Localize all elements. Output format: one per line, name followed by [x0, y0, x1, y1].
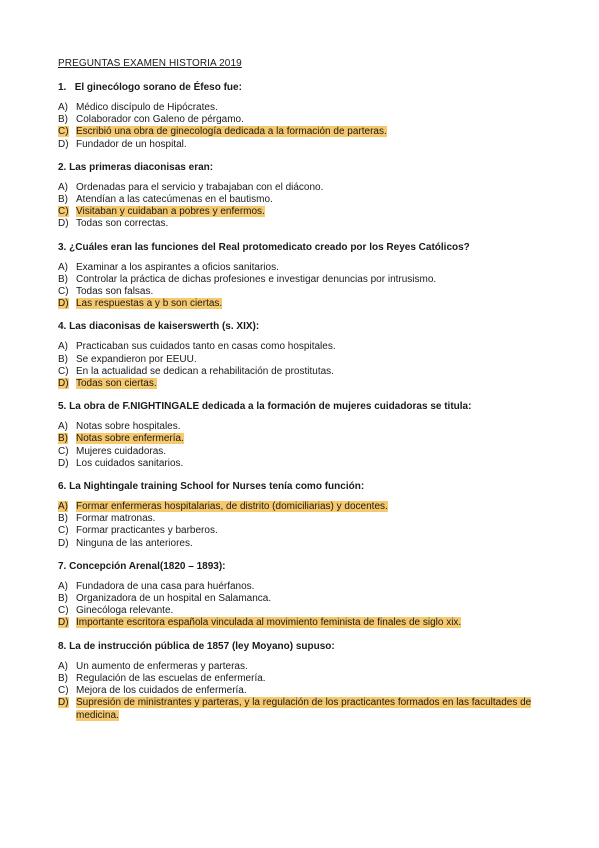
answer-letter	[58, 341, 76, 353]
answer-letter-text: A)	[58, 181, 68, 193]
answer-letter-text: C)	[58, 365, 69, 377]
answer-text-content: Formar practicantes y barberos.	[76, 525, 218, 537]
answer-text	[76, 354, 558, 366]
question-number: 5.	[58, 401, 67, 413]
question-text	[58, 481, 558, 492]
answer-text	[76, 298, 558, 310]
answer-text-content: Un aumento de enfermeras y parteras.	[76, 660, 248, 672]
answer-option	[58, 446, 558, 458]
answer-letter-text: B)	[58, 433, 68, 445]
question-label: Concepción Arenal(1820 – 1893):	[69, 560, 226, 572]
question-number: 3.	[58, 241, 67, 253]
answer-letter-text: A)	[58, 341, 68, 353]
answer-option	[58, 366, 558, 378]
answer-option-highlighted	[58, 206, 558, 218]
answer-letter	[58, 139, 76, 151]
answer-text-content: Fundador de un hospital.	[76, 138, 187, 150]
question-label: Las diaconisas de kaiserswerth (s. XIX):	[69, 321, 260, 333]
answer-letter	[58, 617, 76, 629]
answer-list	[58, 581, 558, 630]
answer-text-content: Mujeres cuidadoras.	[76, 445, 167, 457]
answer-letter-text: B)	[58, 273, 68, 285]
answer-text-content: Las respuestas a y b son ciertas.	[76, 298, 223, 310]
answer-option	[58, 194, 558, 206]
answer-list	[58, 182, 558, 231]
answer-letter	[58, 593, 76, 605]
question-8	[58, 641, 558, 722]
answer-list	[58, 262, 558, 311]
answer-text-content: Escribió una obra de ginecología dedicada a la formación de parteras.	[76, 126, 387, 138]
answer-text-content: Importante escritora española vinculada al movimiento feminista de finales de siglo xix.	[76, 617, 462, 629]
question-5	[58, 401, 558, 470]
answer-text	[76, 458, 558, 470]
answer-letter	[58, 114, 76, 126]
answer-letter-text: D)	[58, 218, 69, 230]
answer-letter	[58, 218, 76, 230]
answer-text	[76, 697, 558, 721]
answer-letter	[58, 298, 76, 310]
answer-list	[58, 341, 558, 390]
answer-text	[76, 114, 558, 126]
answer-letter-text: C)	[58, 206, 69, 218]
answer-option	[58, 525, 558, 537]
question-text	[58, 242, 558, 253]
answer-text-content: Visitaban y cuidaban a pobres y enfermos.	[76, 206, 265, 218]
answer-letter-text: D)	[58, 138, 69, 150]
answer-letter-text: C)	[58, 126, 69, 138]
answer-text-content: Notas sobre hospitales.	[76, 421, 181, 433]
answer-text-content: Ninguna de las anteriores.	[76, 537, 193, 549]
question-2	[58, 162, 558, 231]
question-number: 2.	[58, 161, 67, 173]
answer-option-highlighted	[58, 697, 558, 721]
answer-list	[58, 102, 558, 151]
answer-letter	[58, 685, 76, 697]
answer-text	[76, 513, 558, 525]
answer-letter-text: A)	[58, 102, 68, 113]
answer-option	[58, 421, 558, 433]
answer-text	[76, 126, 558, 138]
answer-text-content: Se expandieron por EEUU.	[76, 353, 197, 365]
question-text	[58, 401, 558, 412]
answer-option-highlighted	[58, 501, 558, 513]
answer-letter	[58, 194, 76, 206]
answer-option	[58, 139, 558, 151]
answer-letter-text: D)	[58, 457, 69, 469]
answer-text	[76, 673, 558, 685]
answer-letter-text: C)	[58, 685, 69, 697]
answer-list	[58, 661, 558, 722]
answer-text-content: Ordenadas para el servicio y trabajaban con el diácono.	[76, 181, 324, 193]
answer-text-content: Regulación de las escuelas de enfermería.	[76, 672, 266, 684]
answer-text-content: Practicaban sus cuidados tanto en casas como hospitales.	[76, 341, 336, 353]
answer-letter-text: B)	[58, 672, 68, 684]
answer-letter-text: B)	[58, 513, 68, 525]
answer-text	[76, 433, 558, 445]
question-number: 4.	[58, 321, 67, 333]
answer-text	[76, 102, 558, 114]
answer-text	[76, 661, 558, 673]
answer-text	[76, 525, 558, 537]
answer-text	[76, 262, 558, 274]
answer-text	[76, 421, 558, 433]
answer-letter	[58, 446, 76, 458]
answer-text-content: Todas son ciertas.	[76, 378, 157, 390]
answer-letter	[58, 421, 76, 433]
answer-option	[58, 218, 558, 230]
question-7	[58, 561, 558, 630]
answer-text-content: Examinar a los aspirantes a oficios sanitarios.	[76, 261, 279, 273]
answer-text	[76, 366, 558, 378]
answer-letter	[58, 605, 76, 617]
answer-text	[76, 581, 558, 593]
answer-letter-text: C)	[58, 605, 69, 617]
answer-option-highlighted	[58, 433, 558, 445]
answer-text	[76, 593, 558, 605]
question-text	[58, 82, 558, 93]
question-label: ¿Cuáles eran las funciones del Real protomedicato creado por los Reyes Católicos?	[69, 241, 470, 253]
answer-letter	[58, 354, 76, 366]
answer-option	[58, 182, 558, 194]
question-text	[58, 321, 558, 332]
question-3	[58, 242, 558, 311]
answer-text	[76, 446, 558, 458]
answer-letter-text: A)	[58, 261, 68, 273]
answer-letter-text: D)	[58, 378, 69, 390]
answer-text-content: Organizadora de un hospital en Salamanca.	[76, 593, 272, 605]
answer-letter	[58, 513, 76, 525]
answer-option	[58, 354, 558, 366]
document-title: PREGUNTAS EXAMEN HISTORIA 2019	[58, 58, 242, 69]
question-1	[58, 82, 558, 151]
answer-list	[58, 421, 558, 470]
answer-option	[58, 513, 558, 525]
answer-option	[58, 341, 558, 353]
answer-option	[58, 538, 558, 550]
answer-text	[76, 286, 558, 298]
answer-letter	[58, 262, 76, 274]
answer-option	[58, 102, 558, 114]
answer-letter	[58, 182, 76, 194]
answer-text-content: Los cuidados sanitarios.	[76, 457, 184, 469]
question-text	[58, 561, 558, 572]
answer-option-highlighted	[58, 378, 558, 390]
answer-letter	[58, 126, 76, 138]
answer-text-content: Atendían a las catecúmenas en el bautismo.	[76, 194, 273, 206]
answer-letter	[58, 366, 76, 378]
question-number: 7.	[58, 560, 67, 572]
answer-option	[58, 274, 558, 286]
answer-text-content: Controlar la práctica de dichas profesiones e investigar denuncias por intrusismo.	[76, 273, 437, 285]
question-number: 1.	[58, 82, 67, 93]
answer-text-content: Todas son falsas.	[76, 286, 154, 298]
question-label: La obra de F.NIGHTINGALE dedicada a la formación de mujeres cuidadoras se titula:	[69, 401, 472, 413]
question-list	[58, 82, 558, 722]
answer-letter	[58, 102, 76, 114]
question-label: La Nightingale training School for Nurses tenía como función:	[69, 481, 365, 493]
answer-letter-text: A)	[58, 580, 68, 592]
answer-letter-text: D)	[58, 537, 69, 549]
answer-letter	[58, 538, 76, 550]
answer-letter-text: A)	[58, 660, 68, 672]
answer-option	[58, 262, 558, 274]
answer-option	[58, 458, 558, 470]
answer-text-content: Colaborador con Galeno de pérgamo.	[76, 114, 244, 126]
answer-letter	[58, 458, 76, 470]
answer-letter	[58, 433, 76, 445]
answer-option	[58, 661, 558, 673]
answer-option-highlighted	[58, 126, 558, 138]
answer-text-content: Fundadora de una casa para huérfanos.	[76, 580, 255, 592]
answer-letter	[58, 525, 76, 537]
answer-text-content: Todas son correctas.	[76, 218, 169, 230]
question-number: 8.	[58, 640, 67, 652]
answer-letter-text: C)	[58, 286, 69, 298]
answer-letter-text: D)	[58, 298, 69, 310]
question-label: Las primeras diaconisas eran:	[69, 161, 214, 173]
question-label: El ginecólogo sorano de Éfeso fue:	[74, 82, 242, 93]
answer-option	[58, 286, 558, 298]
question-label: La de instrucción pública de 1857 (ley Moyano) supuso:	[69, 640, 335, 652]
answer-letter	[58, 378, 76, 390]
answer-letter-text: A)	[58, 421, 68, 433]
answer-text	[76, 605, 558, 617]
answer-text	[76, 194, 558, 206]
answer-text-content: Médico discípulo de Hipócrates.	[76, 102, 218, 113]
question-6	[58, 481, 558, 550]
answer-text	[76, 341, 558, 353]
answer-text	[76, 501, 558, 513]
answer-letter-text: C)	[58, 525, 69, 537]
answer-letter-text: B)	[58, 194, 68, 206]
answer-text	[76, 617, 558, 629]
answer-option	[58, 114, 558, 126]
answer-text-content: Formar matronas.	[76, 513, 156, 525]
answer-text-content: Supresión de ministrantes y parteras, y la regulación de los practicantes formados en las facultades de medicina.	[76, 697, 532, 721]
answer-letter-text: B)	[58, 593, 68, 605]
answer-letter	[58, 697, 76, 721]
answer-text	[76, 685, 558, 697]
answer-option-highlighted	[58, 617, 558, 629]
answer-letter-text: B)	[58, 114, 68, 126]
answer-letter	[58, 501, 76, 513]
answer-text	[76, 206, 558, 218]
answer-letter-text: D)	[58, 697, 69, 709]
answer-option	[58, 685, 558, 697]
question-text	[58, 641, 558, 652]
answer-option	[58, 581, 558, 593]
answer-text	[76, 538, 558, 550]
answer-text-content: Formar enfermeras hospitalarias, de distrito (domiciliarias) y docentes.	[76, 501, 388, 513]
answer-letter-text: A)	[58, 501, 68, 513]
answer-option	[58, 605, 558, 617]
exam-page	[58, 58, 558, 733]
answer-letter	[58, 581, 76, 593]
answer-text	[76, 182, 558, 194]
answer-text-content: Notas sobre enfermería.	[76, 433, 184, 445]
question-number: 6.	[58, 481, 67, 493]
answer-option-highlighted	[58, 298, 558, 310]
answer-option	[58, 673, 558, 685]
answer-text	[76, 378, 558, 390]
answer-letter	[58, 673, 76, 685]
question-4	[58, 321, 558, 390]
answer-letter	[58, 286, 76, 298]
answer-letter-text: D)	[58, 617, 69, 629]
answer-list	[58, 501, 558, 550]
answer-text	[76, 218, 558, 230]
question-text	[58, 162, 558, 173]
answer-text-content: Ginecóloga relevante.	[76, 605, 174, 617]
answer-letter	[58, 274, 76, 286]
answer-letter	[58, 206, 76, 218]
answer-letter-text: B)	[58, 353, 68, 365]
answer-letter-text: C)	[58, 445, 69, 457]
answer-text-content: Mejora de los cuidados de enfermería.	[76, 685, 247, 697]
answer-letter	[58, 661, 76, 673]
answer-text	[76, 139, 558, 151]
answer-option	[58, 593, 558, 605]
answer-text-content: En la actualidad se dedican a rehabilitación de prostitutas.	[76, 365, 334, 377]
answer-text	[76, 274, 558, 286]
